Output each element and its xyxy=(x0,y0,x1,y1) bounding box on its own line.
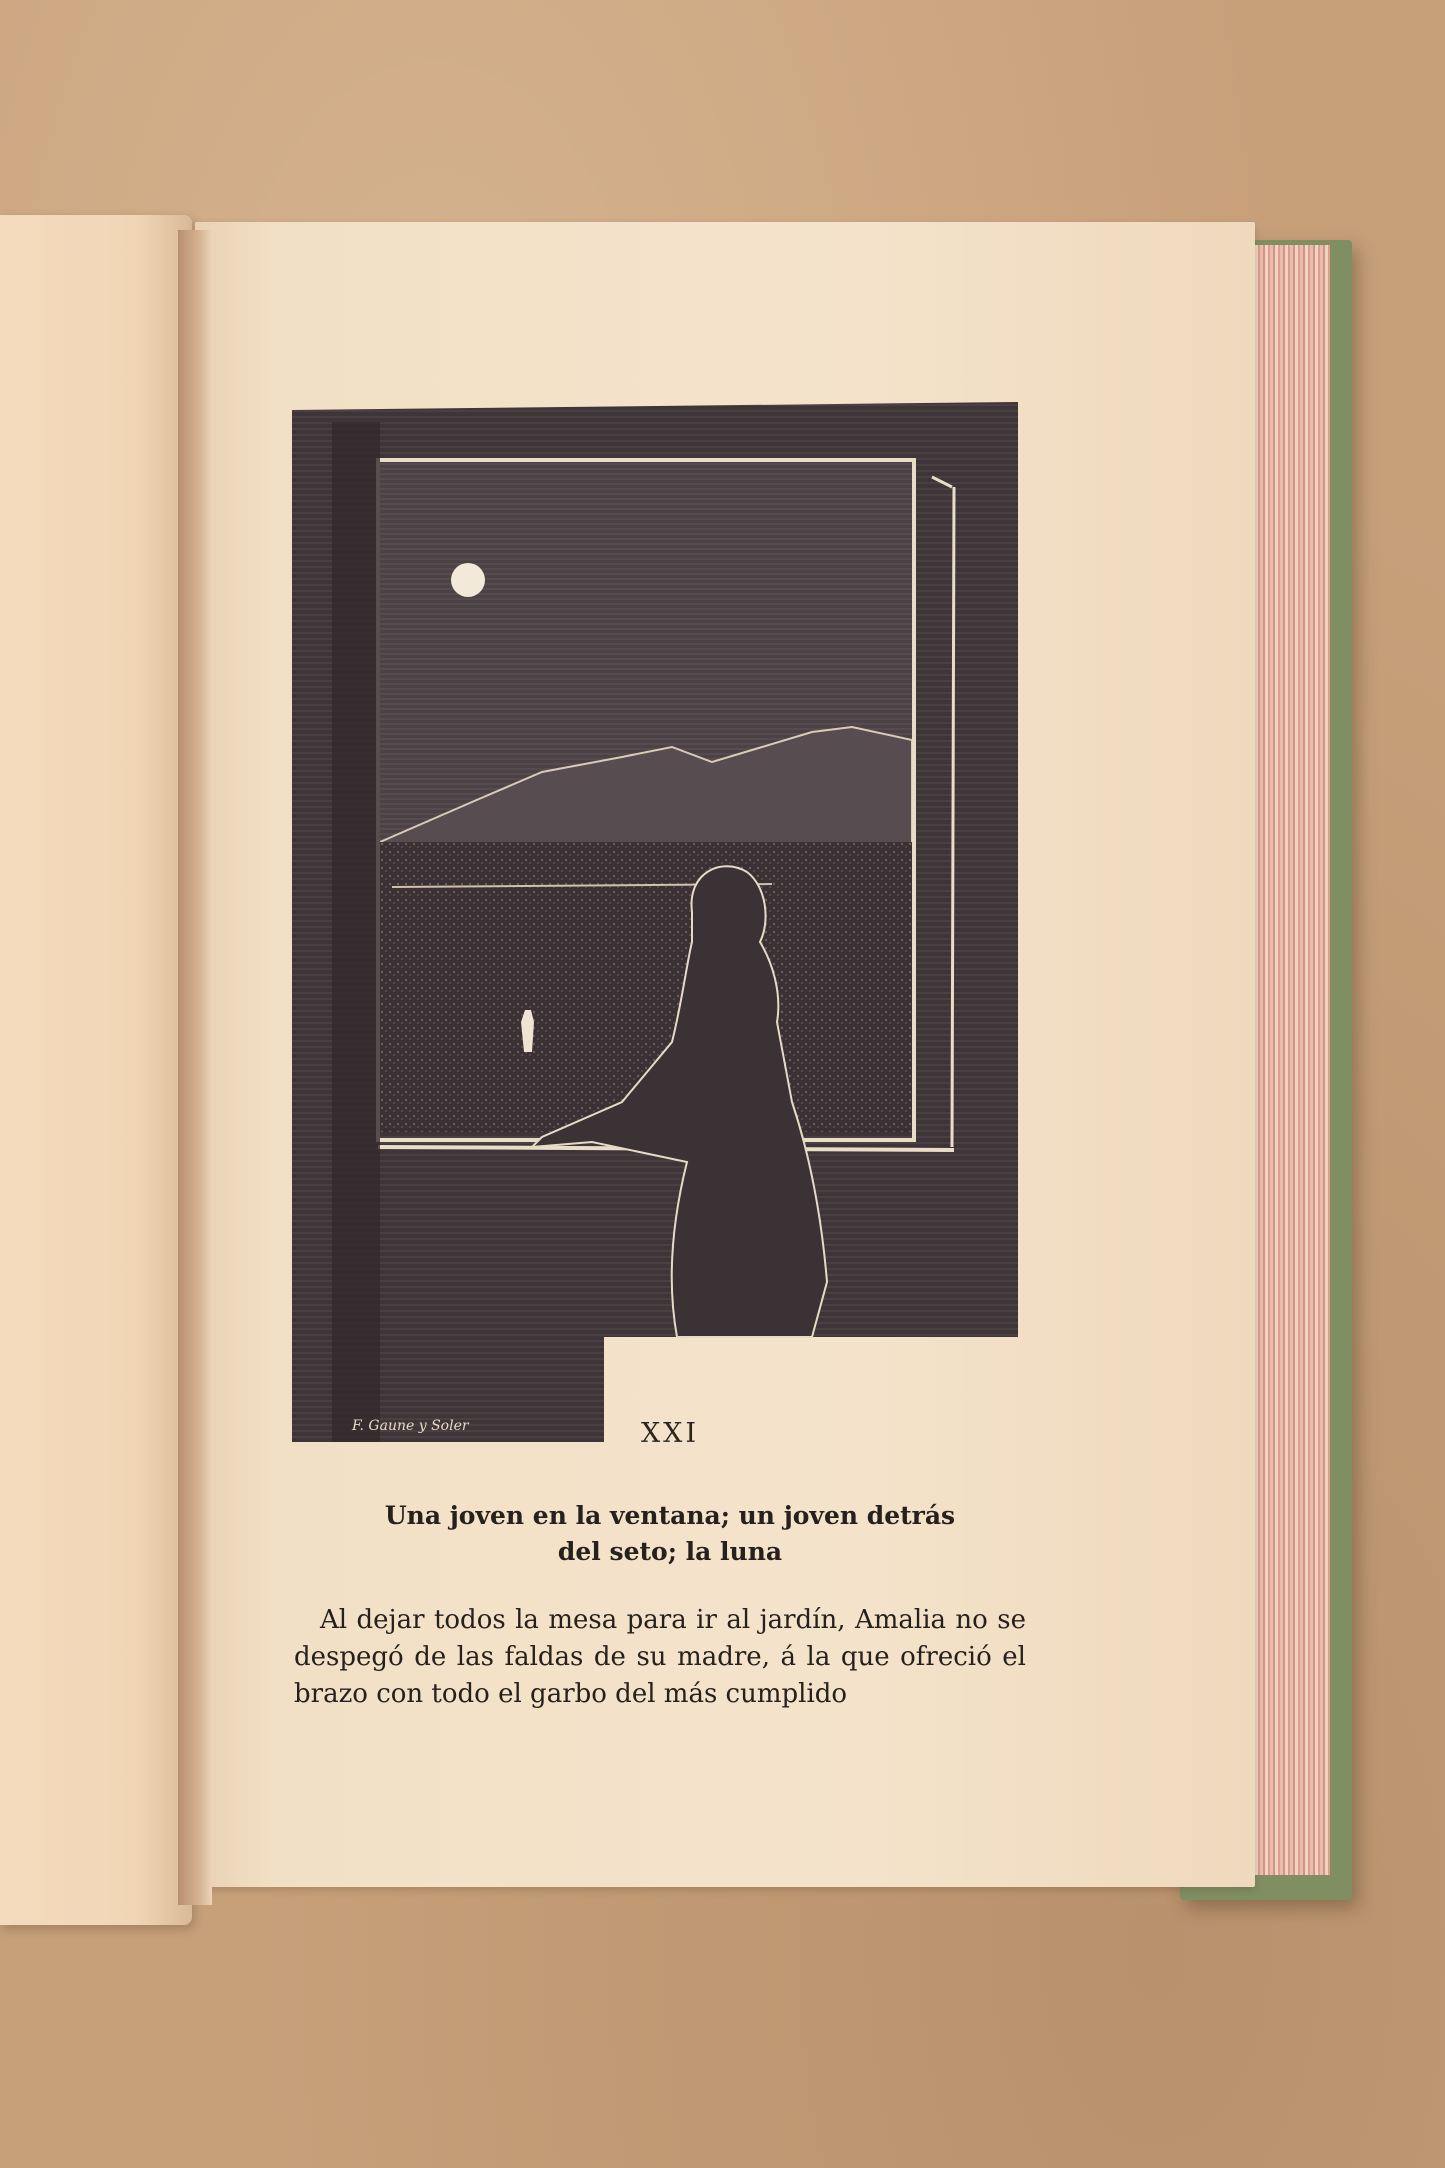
chapter-heading-line1: Una joven en la ventana; un joven detrás xyxy=(384,1501,956,1530)
moon xyxy=(451,563,485,597)
left-page xyxy=(0,215,192,1925)
chapter-number: XXI xyxy=(640,1418,700,1449)
curtain xyxy=(332,422,380,1442)
body-paragraph: Al dejar todos la mesa para ir al jardín, Amalia no se despegó de las faldas de su madre, á la que ofreció el brazo con todo el garbo del más cumplido xyxy=(294,1605,1026,1709)
chapter-heading-line2: del seto; la luna xyxy=(557,1537,783,1566)
engraving-svg xyxy=(292,402,1018,1442)
illustration-signature: F. Gaune y Soler xyxy=(352,1418,469,1434)
chapter-heading xyxy=(300,1498,1040,1570)
chapter-body xyxy=(294,1602,1026,1713)
book-gutter xyxy=(178,230,212,1905)
engraving-illustration xyxy=(292,402,1018,1442)
